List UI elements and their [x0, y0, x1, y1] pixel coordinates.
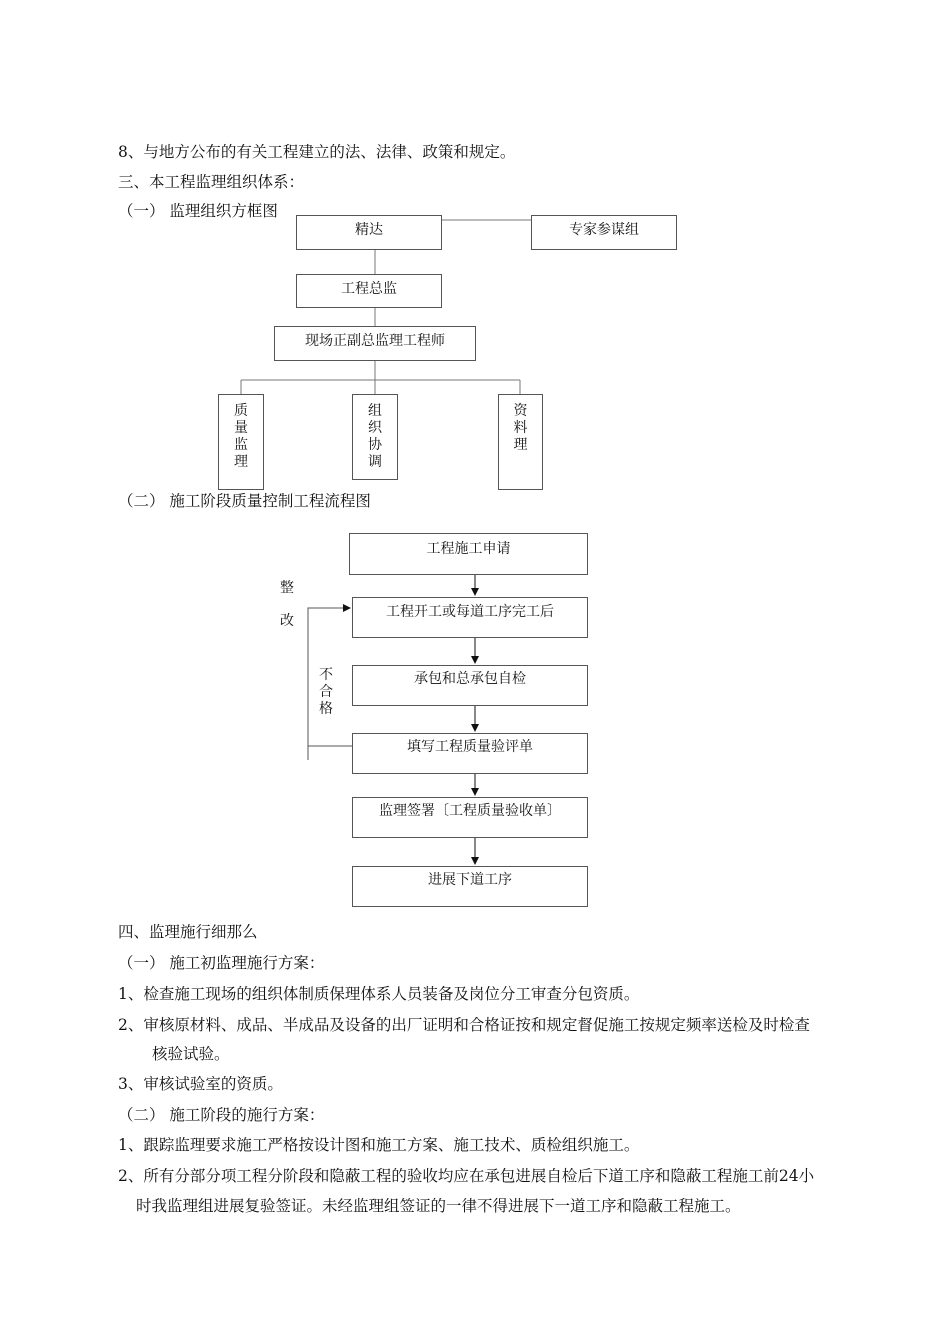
flow-step-start: 工程开工或每道工序完工后 [352, 597, 588, 638]
subheading-org-chart: （一） 监理组织方框图 [118, 202, 278, 220]
section-heading-3: 三、本工程监理组织体系： [118, 173, 305, 191]
subheading-initial-plan: （一） 施工初监理施行方案： [118, 954, 325, 972]
org-box-quality: 质 量 监 理 [218, 394, 264, 490]
org-box-site-supervisor: 现场正副总监理工程师 [274, 326, 476, 361]
flow-step-supervisor-sign: 监理签署〔工程质量验收单〕 [352, 797, 588, 838]
label-rectify: 整 改 [280, 580, 294, 629]
text-item-5-cont: 时我监理组进展复验签证。未经监理组签证的一律不得进展下一道工序和隐蔽工程施工。 [136, 1197, 741, 1215]
org-box-expert-group: 专家参谋组 [531, 215, 677, 250]
section-heading-4: 四、监理施行细那么 [118, 923, 258, 941]
text-item-1: 1、检查施工现场的组织体制质保理体系人员装备及岗位分工审查分包资质。 [118, 985, 640, 1003]
flow-step-self-check: 承包和总承包自检 [352, 665, 588, 706]
org-box-documents: 资 料 理 [498, 394, 543, 490]
text-item-4: 1、跟踪监理要求施工严格按设计图和施工方案、施工技术、质检组织施工。 [118, 1136, 640, 1154]
org-box-coordination: 组 织 协 调 [352, 394, 398, 480]
subheading-construction-plan: （二） 施工阶段的施行方案： [118, 1106, 325, 1124]
text-item-3: 3、审核试验室的资质。 [118, 1075, 283, 1093]
flow-step-next-process: 进展下道工序 [352, 866, 588, 907]
label-unqualified: 不 合 格 [319, 667, 333, 717]
text-item-2-cont: 核验试验。 [152, 1045, 230, 1063]
text-line-1: 8、与地方公布的有关工程建立的法、法律、政策和规定。 [118, 143, 516, 161]
text-item-5: 2、所有分部分项工程分阶段和隐蔽工程的验收均应在承包进展自检后下道工序和隐蔽工程施工前24小 [118, 1167, 815, 1185]
subheading-flow-chart: （二） 施工阶段质量控制工程流程图 [118, 492, 371, 510]
org-box-jingda: 精达 [296, 215, 442, 250]
org-box-chief-supervisor: 工程总监 [296, 274, 442, 308]
flow-step-application: 工程施工申请 [349, 533, 588, 575]
flow-step-evaluation-form: 填写工程质量验评单 [352, 733, 588, 774]
text-item-2: 2、审核原材料、成品、半成品及设备的出厂证明和合格证按和规定督促施工按规定频率送检及时检查 [118, 1016, 810, 1034]
